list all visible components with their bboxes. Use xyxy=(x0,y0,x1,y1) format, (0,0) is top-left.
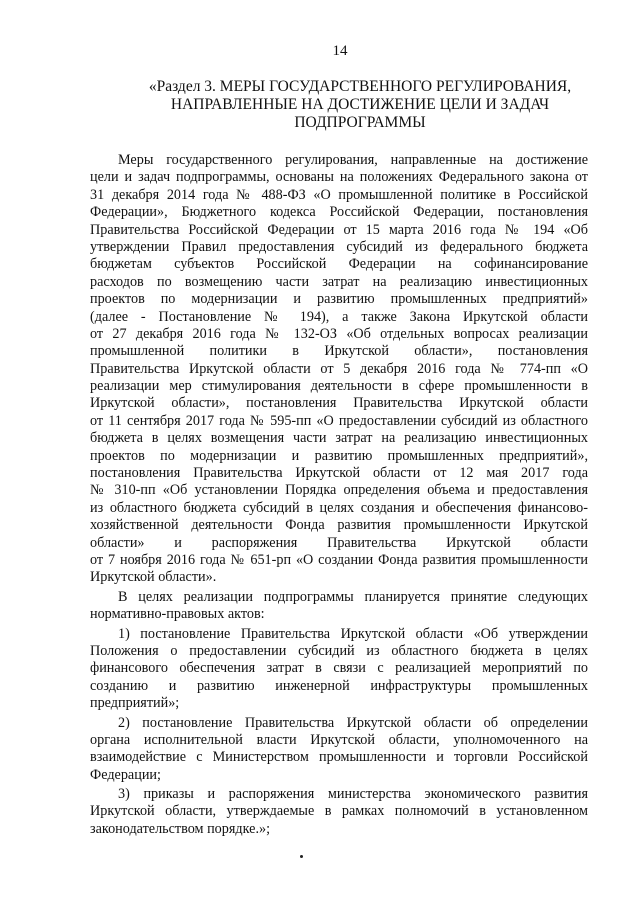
text-line: предприятий»; xyxy=(90,695,180,712)
section-heading xyxy=(110,78,610,132)
text-line: Правительства Российской Федерации от 15 марта 2016 года № 194 «Об xyxy=(90,221,588,238)
paragraph-legal-basis xyxy=(90,152,588,587)
text-line: Федерации», Бюджетного кодекса Российской Федерации, постановления xyxy=(90,204,588,221)
heading-line: «Раздел 3. МЕРЫ ГОСУДАРСТВЕННОГО РЕГУЛИРОВАНИЯ, xyxy=(148,78,572,95)
text-line: 3) приказы и распоряжения министерства экономического развития xyxy=(118,786,588,803)
text-line: 1) постановление Правительства Иркутской области «Об утверждении xyxy=(118,625,588,642)
heading-line: НАПРАВЛЕННЫЕ НА ДОСТИЖЕНИЕ ЦЕЛИ И ЗАДАЧ xyxy=(170,96,550,113)
text-line: расходов по возмещению части затрат на реализацию инвестиционных xyxy=(90,273,588,290)
text-line: от 11 сентября 2017 года № 595-пп «О предоставлении субсидий из областного xyxy=(90,412,588,429)
text-line: органа исполнительной власти Иркутской области, уполномоченного на xyxy=(90,731,588,748)
text-line: постановления Правительства Иркутской области от 12 мая 2017 года xyxy=(90,465,588,482)
text-line: Иркутской области». xyxy=(90,569,217,586)
text-line: законодательством порядке.»; xyxy=(90,820,271,837)
list-item-1 xyxy=(90,626,588,713)
text-line: Правительства Иркутской области от 5 декабря 2016 года № 774-пп «О xyxy=(90,360,588,377)
body-text xyxy=(90,152,588,840)
text-line: проектов по модернизации и развитию промышленных предприятий», xyxy=(90,447,588,464)
text-line: хозяйственной деятельности Фонда развития промышленности Иркутской xyxy=(90,517,588,534)
text-line: 2) постановление Правительства Иркутской области об определении xyxy=(118,714,588,731)
text-line: финансового обеспечения затрат в связи с реализацией мероприятий по xyxy=(90,660,588,677)
text-line: 31 декабря 2014 года № 488-ФЗ «О промышленной политике в Российской xyxy=(90,186,588,203)
text-line: от 27 декабря 2016 года № 132-ОЗ «Об отдельных вопросах реализации xyxy=(90,325,588,342)
text-line: Иркутской области, утверждаемые в рамках полномочий в установленном xyxy=(90,803,588,820)
text-line: Иркутской области», постановления Правительства Иркутской области xyxy=(90,395,588,412)
text-line: № 310-пп «Об установлении Порядка определения объема и предоставления xyxy=(90,482,588,499)
text-line: области» и распоряжения Правительства Иркутской области xyxy=(90,534,588,551)
scan-dot-mark xyxy=(300,855,303,858)
text-line: нормативно-правовых актов: xyxy=(90,606,265,623)
text-line: созданию и развитию инженерной инфраструктуры промышленных xyxy=(90,677,588,694)
text-line: Федерации; xyxy=(90,766,161,783)
heading-line: ПОДПРОГРАММЫ xyxy=(294,114,426,131)
text-line: из областного бюджета субсидий в целях создания и обеспечения финансово- xyxy=(90,499,588,516)
text-line: бюджетам субъектов Российской Федерации на софинансирование xyxy=(90,256,588,273)
text-line: бюджета в целях возмещения части затрат на реализацию инвестиционных xyxy=(90,430,588,447)
paragraph-planned-acts xyxy=(90,589,588,624)
text-line: промышленной политики в Иркутской области», постановления xyxy=(90,343,588,360)
text-line: утверждении Правил предоставления субсидий из федерального бюджета xyxy=(90,238,588,255)
text-line: от 7 ноября 2016 года № 651-рп «О создании Фонда развития промышленности xyxy=(90,551,588,568)
text-line: проектов по модернизации и развитию промышленных предприятий» xyxy=(90,291,588,308)
text-line: В целях реализации подпрограммы планируется принятие следующих xyxy=(118,588,588,605)
text-line: взаимодействие с Министерством промышленности и торговли Российской xyxy=(90,749,588,766)
list-item-2 xyxy=(90,715,588,785)
list-item-3 xyxy=(90,786,588,838)
text-line: цели и задач подпрограммы, основаны на положениях Федерального закона от xyxy=(90,169,588,186)
page-number: 14 xyxy=(332,43,348,59)
text-line: Положения о предоставлении субсидий из областного бюджета в целях xyxy=(90,642,588,659)
text-line: реализации мер стимулирования деятельности в сфере промышленности в xyxy=(90,378,588,395)
text-line: Меры государственного регулирования, направленные на достижение xyxy=(118,152,588,168)
text-line: (далее - Постановление № 194), а также Закона Иркутской области xyxy=(90,308,588,325)
